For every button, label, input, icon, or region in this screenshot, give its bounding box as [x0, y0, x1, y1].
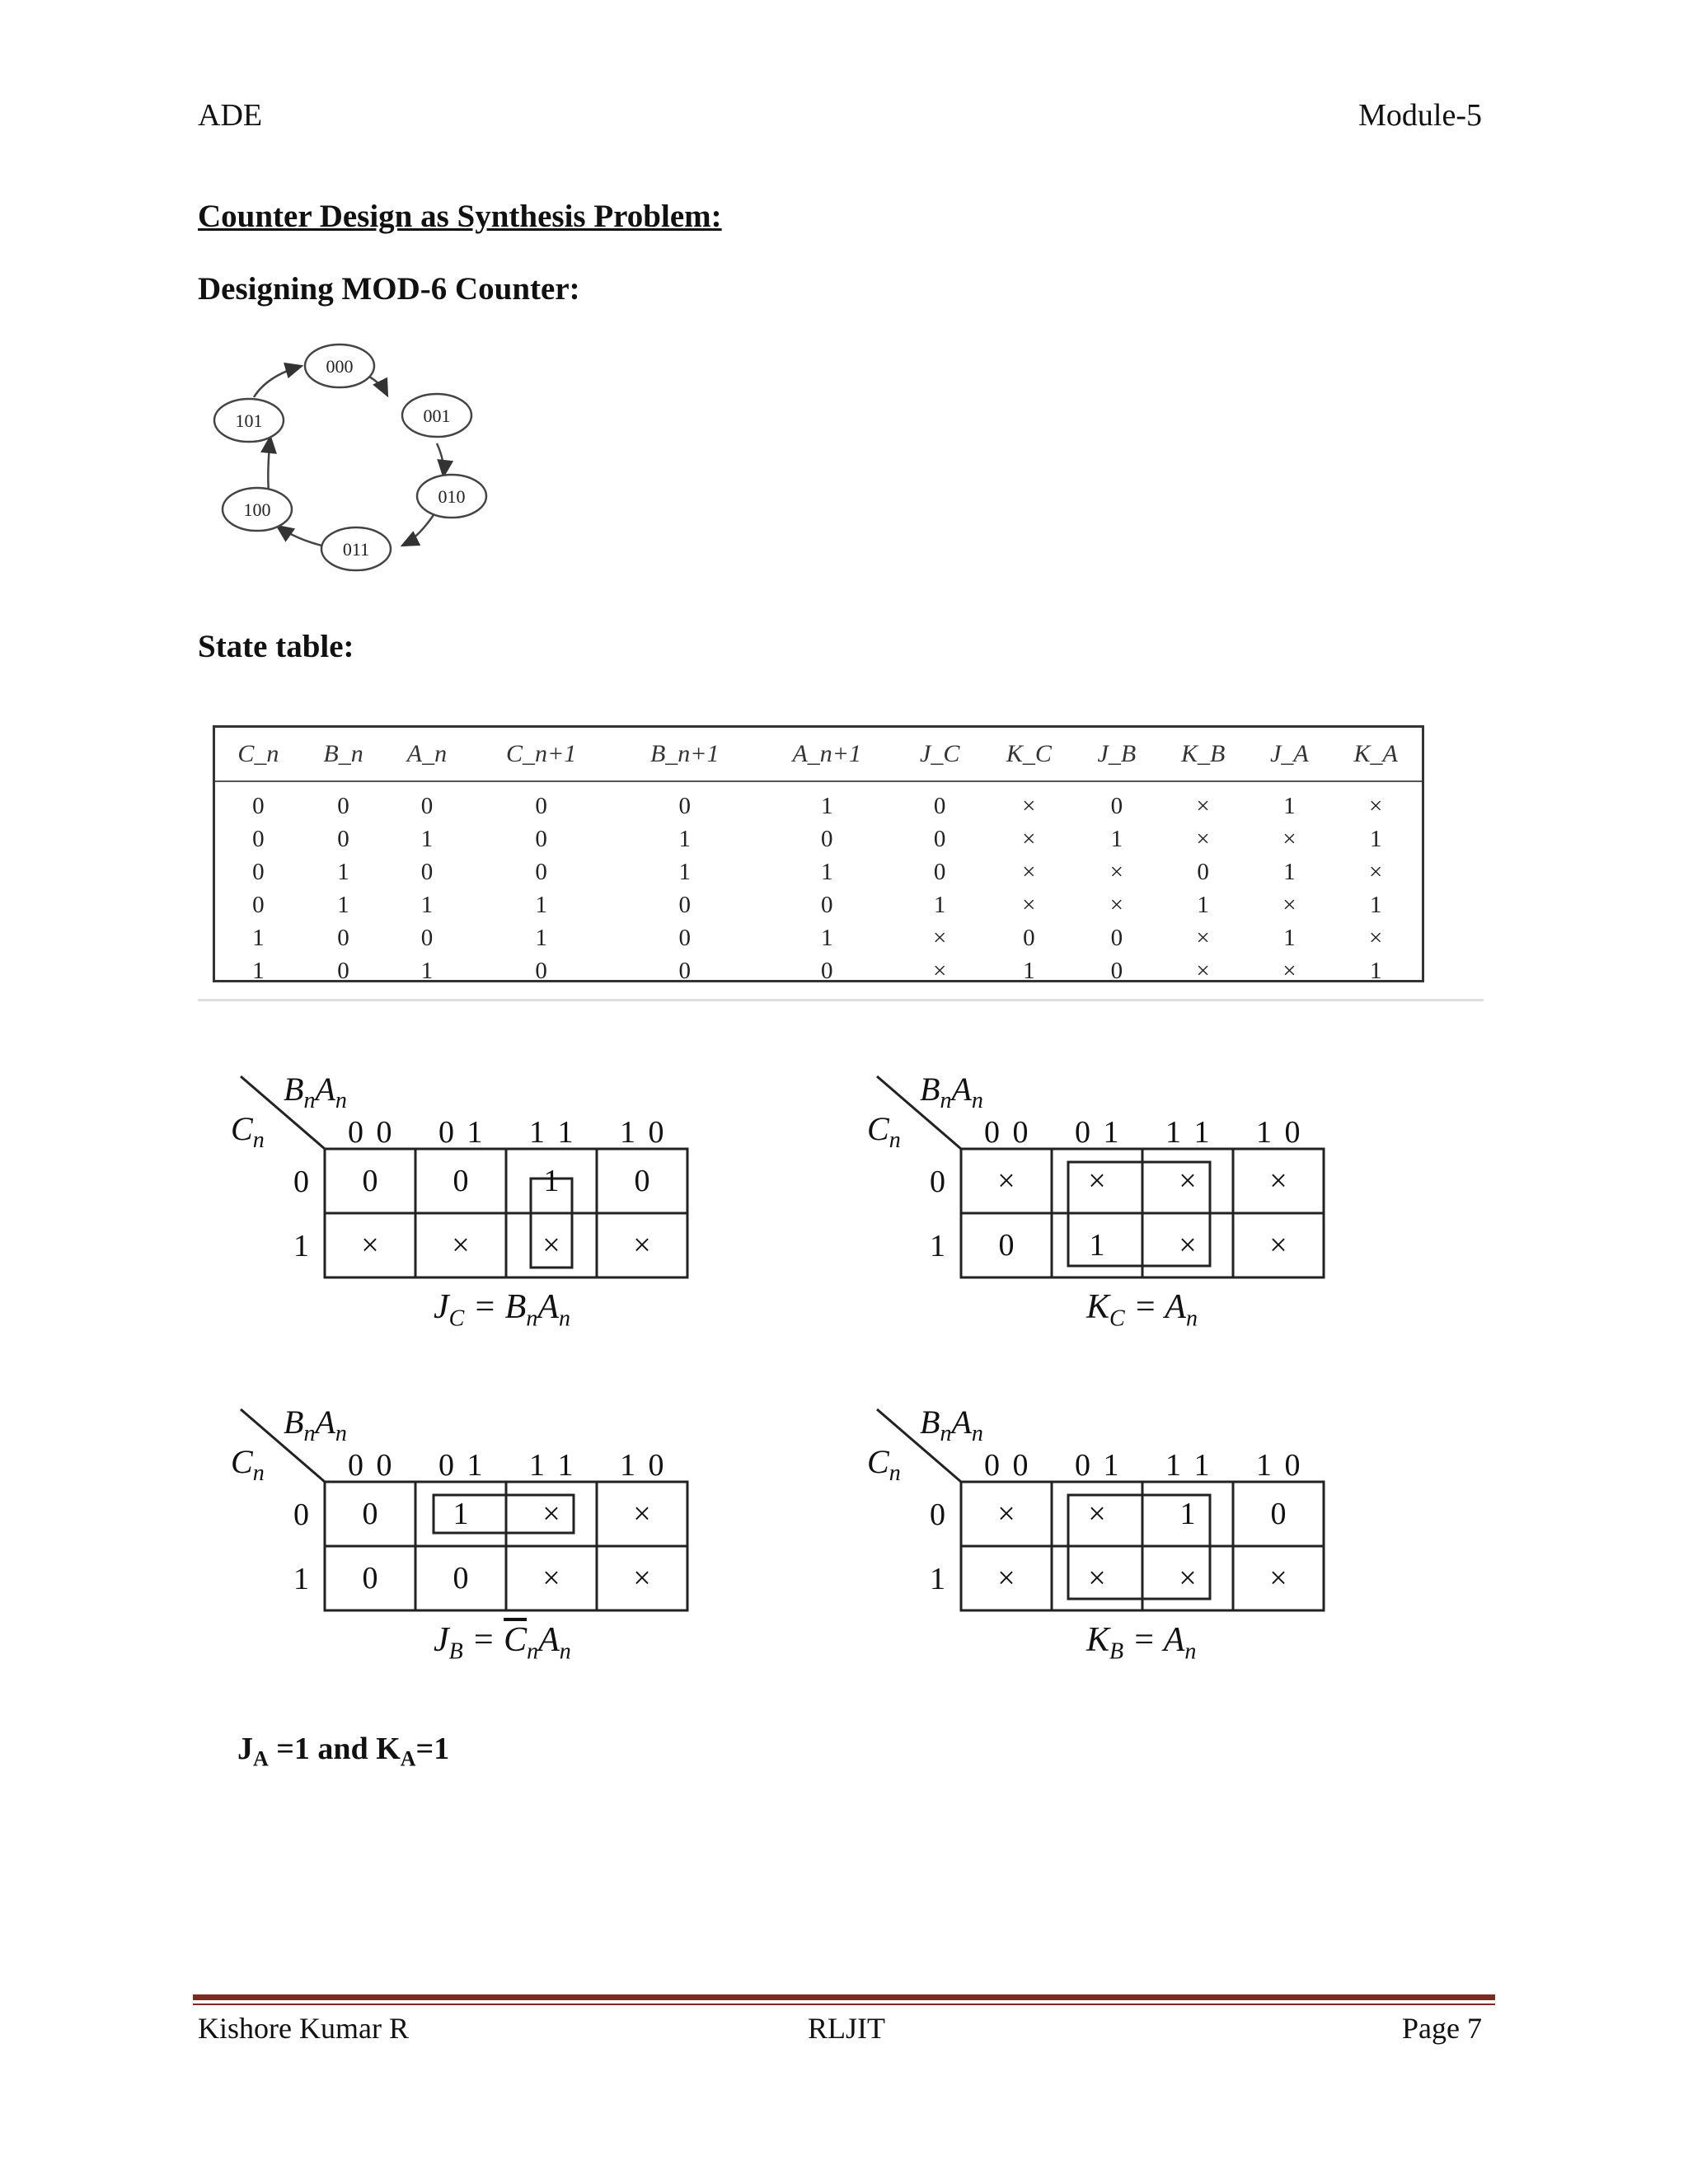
kmap-kc	[859, 1070, 1370, 1366]
final-ka-sub: A	[400, 1746, 416, 1771]
table-cell: ×	[1196, 924, 1210, 951]
table-cell: 1	[252, 924, 265, 951]
kmap-equation: $K_C = A_n$	[1086, 1288, 1198, 1332]
table-cell: 0	[420, 924, 434, 951]
table-cell: 0	[337, 924, 349, 951]
kmap-cell: ×	[1269, 1164, 1287, 1198]
kmap-cell: ×	[1088, 1164, 1106, 1198]
state-table-label: State table:	[198, 629, 354, 664]
state-table-header: A_n+1	[756, 728, 898, 781]
table-cell: 1	[1110, 825, 1123, 852]
kmap-row-var: $C_n$	[867, 1443, 901, 1486]
table-cell: 0	[252, 792, 265, 819]
kmap-row-label: 1	[930, 1229, 945, 1263]
table-cell: 1	[1369, 825, 1382, 852]
kmap-cell: 0	[362, 1497, 378, 1531]
kmap-cell: 0	[452, 1164, 469, 1198]
footer-rule	[193, 1994, 1495, 2000]
state-label: 100	[243, 499, 271, 520]
table-cell: 0	[337, 957, 349, 984]
kmap-cell: ×	[997, 1164, 1015, 1198]
kmap-cell: 1	[452, 1497, 469, 1531]
table-cell: 0	[678, 957, 692, 984]
table-cell: ×	[1369, 924, 1383, 951]
table-cell: 1	[1283, 792, 1296, 819]
table-cell: ×	[1282, 957, 1296, 984]
header-left: ADE	[198, 98, 263, 133]
kmap-col-label: 1 1	[529, 1115, 576, 1150]
table-cell: 0	[678, 891, 692, 918]
kmap-cell: ×	[542, 1497, 560, 1531]
kmap-equation: $J_B = \overline{C}_nA_n$	[434, 1621, 571, 1665]
table-cell: ×	[1022, 825, 1036, 852]
table-cell: 1	[420, 825, 434, 852]
state-label: 010	[438, 486, 466, 507]
subtitle: Designing MOD-6 Counter:	[198, 271, 580, 307]
table-cell: 1	[535, 891, 547, 918]
table-cell: ×	[1369, 858, 1383, 885]
table-cell: 1	[678, 858, 692, 885]
table-cell: ×	[1022, 792, 1036, 819]
table-cell: 0	[678, 792, 692, 819]
kmap-row-label: 1	[293, 1229, 309, 1263]
table-cell: 0	[1110, 924, 1123, 951]
table-cell: 1	[820, 792, 833, 819]
kmap-cell: ×	[361, 1228, 379, 1263]
kmap-cell: 0	[452, 1561, 469, 1596]
kmap-cell: 1	[1089, 1228, 1105, 1263]
table-cell: 1	[678, 825, 692, 852]
state-table-header: K_B	[1157, 728, 1250, 781]
kmap-cell: ×	[1269, 1228, 1287, 1263]
kmap-col-label: 1 1	[1165, 1448, 1212, 1483]
kmap-equation: $K_B = A_n$	[1086, 1621, 1197, 1665]
table-cell: 1	[535, 924, 547, 951]
kmap-equation: $J_C = B_nA_n$	[434, 1288, 570, 1332]
table-cell: 1	[820, 924, 833, 951]
state-table-header: A_n	[385, 728, 468, 781]
kmap-cell: ×	[1088, 1497, 1106, 1531]
kmap-cell: 0	[998, 1228, 1015, 1263]
kmap-col-var: $B_nA_n$	[284, 1404, 347, 1446]
table-cell: ×	[1022, 858, 1036, 885]
state-table-header: C_n	[215, 728, 302, 781]
kmap-col-label: 0 0	[984, 1448, 1031, 1483]
table-cell: 1	[1283, 924, 1296, 951]
table-cell: 0	[252, 858, 265, 885]
kmap-row-label: 1	[930, 1562, 945, 1596]
table-cell: 0	[1197, 858, 1209, 885]
state-table-header: K_C	[982, 728, 1076, 781]
table-cell: 0	[535, 858, 547, 885]
table-cell: ×	[1282, 891, 1296, 918]
table-cell: ×	[1022, 891, 1036, 918]
table-cell: 0	[535, 825, 547, 852]
kmap-cell: ×	[1179, 1164, 1197, 1198]
kmap-col-label: 0 0	[348, 1448, 395, 1483]
divider	[198, 999, 1484, 1001]
state-label: 101	[235, 410, 263, 431]
table-row	[215, 823, 1422, 855]
table-cell: 0	[933, 825, 946, 852]
kmap-col-var: $B_nA_n$	[284, 1071, 347, 1113]
table-cell: 1	[420, 891, 434, 918]
state-label: 011	[342, 539, 370, 560]
footer-right: Page 7	[1402, 2012, 1482, 2045]
kmap-cell: ×	[997, 1561, 1015, 1596]
table-cell: 0	[678, 924, 692, 951]
kmap-col-label: 1 0	[620, 1448, 667, 1483]
kmap-row-var: $C_n$	[231, 1110, 265, 1153]
kmap-col-label: 0 1	[438, 1115, 485, 1150]
table-cell: 0	[1023, 924, 1035, 951]
kmap-cell: 1	[1179, 1497, 1196, 1531]
kmap-cell: ×	[633, 1228, 651, 1263]
table-cell: 0	[820, 825, 833, 852]
final-mid: =1 and K	[268, 1732, 401, 1766]
kmap-row-label: 0	[293, 1165, 309, 1199]
table-cell: 0	[933, 792, 946, 819]
table-cell: 0	[820, 891, 833, 918]
table-cell: ×	[1369, 792, 1383, 819]
kmap-cell: 1	[543, 1164, 560, 1198]
kmap-row-label: 0	[930, 1497, 945, 1532]
table-cell: 0	[420, 858, 434, 885]
kmap-cell: ×	[542, 1228, 560, 1263]
kmap-row-label: 1	[293, 1562, 309, 1596]
section-title: Counter Design as Synthesis Problem:	[198, 199, 722, 234]
final-note	[237, 1731, 449, 1772]
table-cell: 1	[1369, 957, 1382, 984]
state-table	[213, 725, 1424, 982]
state-diagram	[198, 330, 511, 585]
kmap-row-label: 0	[930, 1165, 945, 1199]
table-cell: 0	[252, 891, 265, 918]
table-cell: ×	[1196, 957, 1210, 984]
kmap-col-label: 1 0	[620, 1115, 667, 1150]
table-row	[215, 855, 1422, 888]
table-cell: 0	[337, 825, 349, 852]
footer-center: RLJIT	[808, 2012, 885, 2045]
kmap-col-var: $B_nA_n$	[920, 1404, 983, 1446]
footer-left: Kishore Kumar R	[198, 2012, 409, 2045]
table-cell: 1	[420, 957, 434, 984]
kmap-cell: 0	[634, 1164, 650, 1198]
state-table-header: J_A	[1249, 728, 1329, 781]
state-label: 001	[423, 405, 451, 426]
kmap-col-label: 0 1	[1075, 1115, 1122, 1150]
table-cell: 1	[337, 858, 349, 885]
final-ja-sub: A	[253, 1746, 269, 1771]
table-cell: 0	[1110, 957, 1123, 984]
kmap-row-label: 0	[293, 1497, 309, 1532]
state-table-header: J_B	[1076, 728, 1157, 781]
kmap-col-label: 1 0	[1256, 1448, 1303, 1483]
table-cell: 0	[252, 825, 265, 852]
table-cell: 1	[252, 957, 265, 984]
table-cell: 0	[1110, 792, 1123, 819]
kmap-col-label: 0 0	[348, 1115, 395, 1150]
kmap-row-var: $C_n$	[867, 1110, 901, 1153]
kmap-col-label: 0 0	[984, 1115, 1031, 1150]
table-cell: ×	[933, 957, 947, 984]
state-table-header: J_C	[898, 728, 981, 781]
table-row	[215, 888, 1422, 921]
kmap-cell: 0	[362, 1164, 378, 1198]
kmap-col-var: $B_nA_n$	[920, 1071, 983, 1113]
table-cell: 0	[933, 858, 946, 885]
table-row	[215, 954, 1422, 987]
final-end: =1	[415, 1732, 450, 1766]
table-cell: 1	[1283, 858, 1296, 885]
table-cell: ×	[1282, 825, 1296, 852]
state-table-header: B_n	[302, 728, 385, 781]
table-cell: 1	[933, 891, 946, 918]
header-right: Module-5	[1358, 98, 1482, 133]
kmap-cell: ×	[633, 1497, 651, 1531]
kmap-cell: ×	[542, 1561, 560, 1596]
table-cell: 0	[420, 792, 434, 819]
table-cell: 0	[337, 792, 349, 819]
kmap-col-label: 1 1	[529, 1448, 576, 1483]
table-cell: ×	[933, 924, 947, 951]
kmap-cell: ×	[1179, 1228, 1197, 1263]
kmap-cell: ×	[1269, 1561, 1287, 1596]
kmap-cell: ×	[1179, 1561, 1197, 1596]
kmap-cell: ×	[452, 1228, 470, 1263]
table-cell: 1	[1023, 957, 1035, 984]
kmap-cell: ×	[1088, 1561, 1106, 1596]
state-table-header: B_n+1	[614, 728, 756, 781]
kmap-col-label: 0 1	[1075, 1448, 1122, 1483]
footer-rule-thin	[193, 2004, 1495, 2005]
table-cell: ×	[1109, 891, 1124, 918]
kmap-cell: ×	[997, 1497, 1015, 1531]
kmap-kb	[859, 1403, 1370, 1699]
kmap-cell: ×	[633, 1561, 651, 1596]
kmap-col-label: 1 0	[1256, 1115, 1303, 1150]
state-table-header: K_A	[1329, 728, 1422, 781]
table-row	[215, 921, 1422, 954]
table-cell: 1	[337, 891, 349, 918]
table-cell: 0	[820, 957, 833, 984]
table-cell: 0	[535, 792, 547, 819]
kmap-cell: 0	[1270, 1497, 1287, 1531]
table-cell: ×	[1109, 858, 1124, 885]
kmap-jc	[223, 1070, 734, 1366]
table-row	[215, 781, 1422, 823]
kmap-col-label: 0 1	[438, 1448, 485, 1483]
table-cell: ×	[1196, 825, 1210, 852]
kmap-jb	[223, 1403, 734, 1699]
table-cell: 1	[820, 858, 833, 885]
table-cell: 1	[1369, 891, 1382, 918]
table-cell: 1	[1197, 891, 1209, 918]
final-ja: J	[237, 1732, 253, 1766]
table-cell: 0	[535, 957, 547, 984]
kmap-col-label: 1 1	[1165, 1115, 1212, 1150]
kmap-row-var: $C_n$	[231, 1443, 265, 1486]
state-table-header: C_n+1	[469, 728, 614, 781]
state-label: 000	[326, 356, 354, 377]
table-cell: ×	[1196, 792, 1210, 819]
kmap-cell: 0	[362, 1561, 378, 1596]
